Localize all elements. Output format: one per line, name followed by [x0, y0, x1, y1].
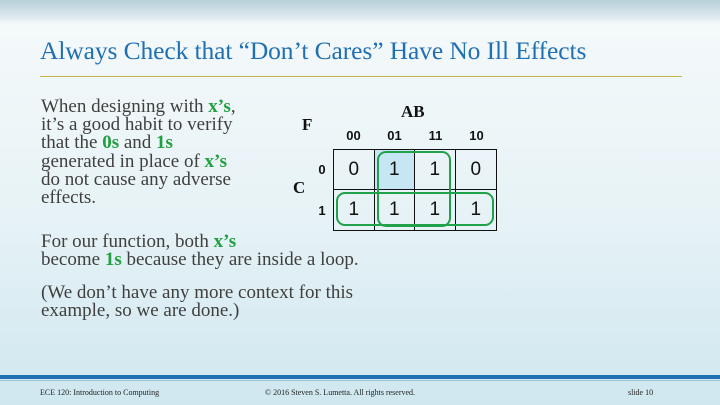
paragraph-line: do not cause any adverse	[41, 168, 231, 190]
footer-divider	[0, 380, 720, 381]
paragraph-verify	[41, 98, 236, 207]
kmap-col-label: 00	[346, 128, 361, 143]
highlight-xs: x’s	[204, 150, 228, 172]
kmap-cell: 0	[456, 150, 497, 190]
top-band	[0, 0, 720, 24]
kmap-row-label: 1	[318, 203, 326, 218]
kmap-cell: 0	[334, 150, 375, 190]
text-run: ,	[230, 96, 236, 117]
paragraph-line: it’s a good habit to verify	[41, 114, 233, 136]
kmap-col-label: 11	[428, 128, 443, 143]
kmap-output-label: F	[302, 115, 313, 134]
kmap-cell: 1	[415, 150, 456, 190]
highlight-1s: 1s	[104, 249, 122, 271]
highlight-xs: x’s	[213, 231, 237, 252]
kmap-col-label: 01	[387, 128, 402, 143]
paragraph-context	[41, 284, 353, 320]
text-run: because they are inside a loop.	[121, 249, 359, 271]
kmap-column-variable: AB	[401, 102, 425, 121]
kmap-cell: 1	[375, 190, 416, 230]
kmap-row-label: 0	[318, 162, 326, 177]
text-run: become	[41, 249, 105, 271]
kmap-loop-horizontal	[336, 192, 494, 226]
paragraph-line: example, so we are done.)	[41, 300, 240, 322]
paragraph-line: effects.	[41, 187, 97, 209]
kmap-cell: 1	[415, 190, 456, 230]
highlight-xs: x’s	[208, 96, 231, 117]
footer-course: ECE 120: Introduction to Computing	[40, 388, 160, 397]
text-run: generated in place of	[41, 150, 205, 172]
paragraph-line: (We don’t have any more context for this	[41, 282, 354, 303]
text-run: and	[119, 132, 157, 154]
text-run: that the	[41, 132, 103, 154]
footer-copyright: © 2016 Steven S. Lumetta. All rights reserved.	[265, 388, 416, 397]
kmap-cell: 1	[375, 150, 416, 190]
kmap-cell: 1	[334, 190, 375, 230]
text-run: When designing with	[41, 96, 209, 117]
highlight-1s: 1s	[156, 132, 173, 154]
kmap-row-variable: C	[293, 178, 306, 197]
slide-title: Always Check that “Don’t Cares” Have No Ill Effects	[40, 36, 587, 65]
text-run: For our function, both	[41, 231, 214, 252]
footer-slide-number: slide 10	[628, 388, 654, 397]
highlight-0s: 0s	[102, 132, 120, 154]
paragraph-line	[41, 251, 359, 269]
kmap-col-label: 10	[469, 128, 484, 143]
title-divider	[40, 76, 682, 77]
kmap-cell: 1	[470, 199, 482, 220]
paragraph-function	[41, 233, 359, 269]
footer-bar	[0, 375, 720, 379]
